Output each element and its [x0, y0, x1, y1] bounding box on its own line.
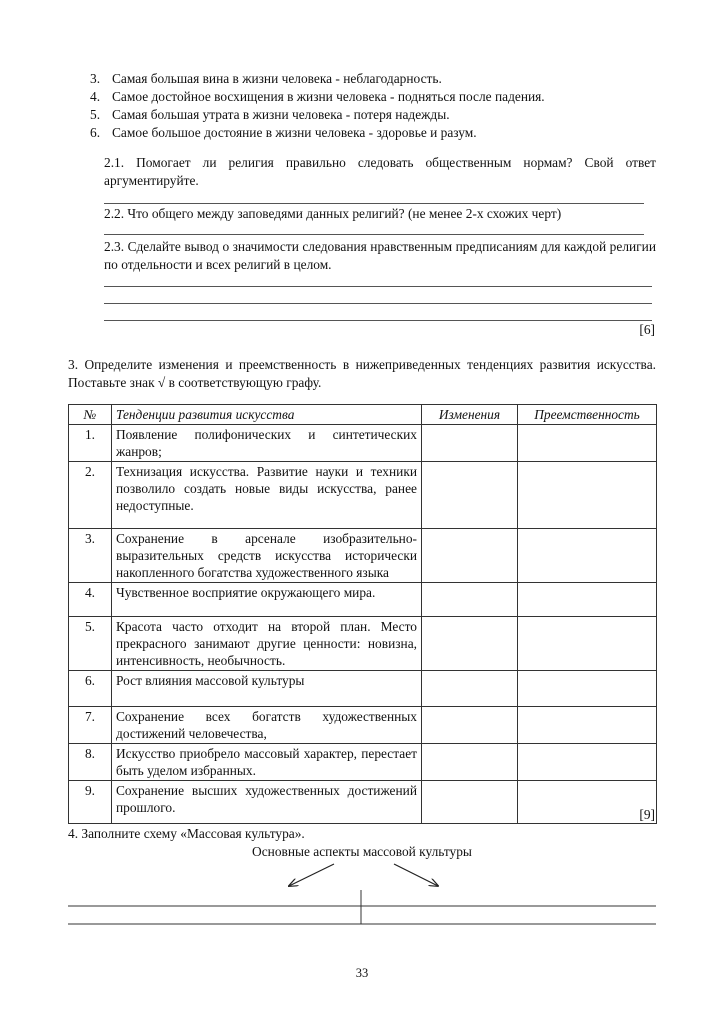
arrow-right-icon	[394, 864, 438, 886]
question-2-2: 2.2. Что общего между заповедями данных религий? (не менее 2-х схожих черт)	[104, 206, 562, 221]
scheme-title: Основные аспекты массовой культуры	[252, 844, 472, 859]
table-row: 4. Чувственное восприятие окружающего мира.	[69, 583, 657, 617]
header-changes: Изменения	[422, 405, 518, 425]
question-2-1: 2.1. Помогает ли религия правильно следовать общественным нормам? Свой ответ аргументируйте.	[104, 155, 656, 188]
table-row: 2. Технизация искусства. Развитие науки и техники позволило создать новые виды искусства, ранее недоступные.	[69, 462, 657, 529]
page-number: 33	[355, 966, 369, 980]
header-num: №	[69, 405, 112, 425]
header-trend: Тенденции развития искусства	[112, 405, 422, 425]
score-label: [9]	[639, 807, 655, 822]
list-item: 6. Самое большое достояние в жизни человека - здоровье и разум.	[90, 125, 477, 140]
table-row: 7. Сохранение всех богатств художественных достижений человечества,	[69, 707, 657, 744]
table-row: 1. Появление полифонических и синтетических жанров;	[69, 425, 657, 462]
table-row: 8. Искусство приобрело массовый характер, перестает быть уделом избранных.	[69, 744, 657, 781]
score-label: [6]	[639, 322, 655, 337]
list-item: 4. Самое достойное восхищения в жизни человека - подняться после падения.	[90, 89, 545, 104]
arrow-left-icon	[289, 864, 334, 886]
question-4: 4. Заполните схему «Массовая культура».	[68, 826, 305, 841]
question-2-3: 2.3. Сделайте вывод о значимости следования нравственным предписаниям для каждой религии по отдельности и всех религий в целом.	[104, 239, 656, 272]
table-row: 9. Сохранение высших художественных достижений прошлого.	[69, 781, 657, 824]
table-row: 5. Красота часто отходит на второй план. Место прекрасного занимают другие ценности: новизна, интенсивность, необычность.	[69, 617, 657, 671]
list-item: 3. Самая большая вина в жизни человека - неблагодарность.	[90, 71, 442, 86]
table-row: 6. Рост влияния массовой культуры	[69, 671, 657, 707]
list-item: 5. Самая большая утрата в жизни человека - потеря надежды.	[90, 107, 450, 122]
table-row: 3. Сохранение в арсенале изобразительно-выразительных средств искусства исторически накопленного богатства художественного языка	[69, 529, 657, 583]
header-continuity: Преемственность	[518, 405, 657, 425]
question-3: 3. Определите изменения и преемственность в нижеприведенных тенденциях развития искусства. Поставьте знак √ в соответствующую графу.	[68, 357, 656, 390]
